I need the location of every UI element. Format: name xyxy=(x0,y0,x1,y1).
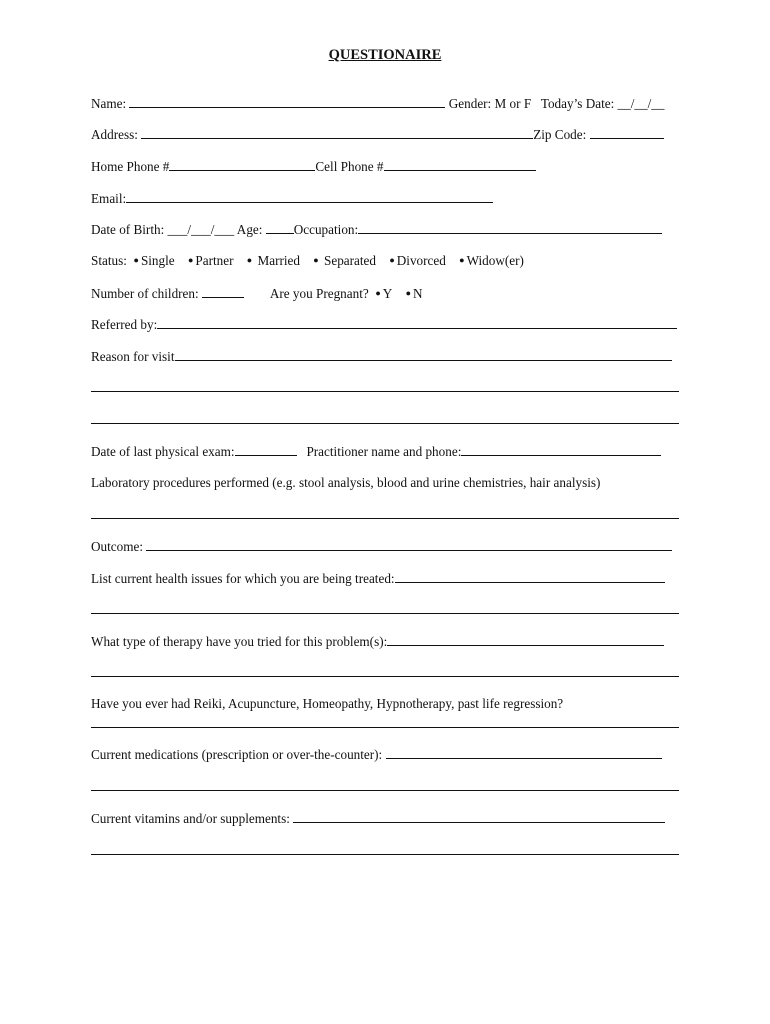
reiki-label: Have you ever had Reiki, Acupuncture, Homeopathy, Hypnotherapy, past life regression? xyxy=(91,696,564,711)
health-issues-label: List current health issues for which you are being treated: xyxy=(91,571,395,586)
reiki-answer-line[interactable] xyxy=(91,727,679,728)
home-phone-field[interactable] xyxy=(169,159,315,171)
pregnant-option-label: Y xyxy=(382,286,393,301)
cell-phone-label: Cell Phone # xyxy=(315,159,384,174)
vitamins-extra-line[interactable] xyxy=(91,854,679,855)
medications-row xyxy=(91,747,681,761)
health-issues-field[interactable] xyxy=(395,571,665,583)
medications-extra-line[interactable] xyxy=(91,790,679,791)
therapy-row xyxy=(91,634,681,648)
lab-label: Laboratory procedures performed (e.g. stool analysis, blood and urine chemistries, hair analysis) xyxy=(91,475,601,490)
status-option-married[interactable] xyxy=(247,253,300,268)
pregnant-option-label: N xyxy=(413,286,423,301)
page-title: QUESTIONAIRE xyxy=(328,47,442,63)
bullet-icon: ● xyxy=(187,255,194,265)
bullet-icon: ● xyxy=(246,255,253,265)
therapy-label: What type of therapy have you tried for this problem(s): xyxy=(91,634,388,649)
health-issues-extra-line[interactable] xyxy=(91,613,679,614)
address-row xyxy=(91,127,681,141)
lab-row xyxy=(91,476,681,489)
bullet-icon: ● xyxy=(405,288,412,298)
status-option-label: Partner xyxy=(195,253,234,268)
pregnant-option-no[interactable] xyxy=(406,286,423,301)
bullet-icon: ● xyxy=(375,288,381,298)
reiki-row xyxy=(91,697,681,710)
status-option-widow[interactable] xyxy=(459,253,524,268)
therapy-extra-line[interactable] xyxy=(91,676,679,677)
bullet-icon: ● xyxy=(459,255,465,265)
last-exam-row xyxy=(91,444,681,458)
pregnant-option-yes[interactable] xyxy=(375,286,392,301)
email-field[interactable] xyxy=(126,191,493,203)
age-field[interactable] xyxy=(266,222,294,234)
email-row xyxy=(91,191,681,205)
practitioner-label: Practitioner name and phone: xyxy=(306,444,462,459)
home-phone-label: Home Phone # xyxy=(91,159,170,174)
reason-row xyxy=(91,349,681,363)
medications-field[interactable] xyxy=(386,747,662,759)
status-option-partner[interactable] xyxy=(188,253,234,268)
pregnant-label: Are you Pregnant? xyxy=(269,286,369,301)
occupation-field[interactable] xyxy=(358,222,662,234)
children-field[interactable] xyxy=(202,286,244,298)
practitioner-field[interactable] xyxy=(461,444,661,456)
status-option-single[interactable] xyxy=(134,253,175,268)
todays-date-label: Today’s Date: xyxy=(540,96,615,111)
therapy-field[interactable] xyxy=(387,634,664,646)
last-exam-label: Date of last physical exam: xyxy=(91,444,235,459)
health-issues-row xyxy=(91,571,681,585)
name-field[interactable] xyxy=(129,96,445,108)
reason-label: Reason for visit xyxy=(91,349,175,364)
gender-label: Gender: M or F xyxy=(448,96,532,111)
name-label: Name: xyxy=(91,96,127,111)
status-option-label: Married xyxy=(257,253,300,268)
phone-row xyxy=(91,159,681,173)
medications-label: Current medications (prescription or over-the-counter): xyxy=(91,747,383,762)
reason-field[interactable] xyxy=(175,349,672,361)
age-label: Age: xyxy=(236,222,263,237)
name-row xyxy=(91,96,681,110)
status-option-separated[interactable] xyxy=(313,253,376,268)
reason-extra-line[interactable] xyxy=(91,391,679,392)
lab-answer-line[interactable] xyxy=(91,518,679,519)
last-exam-field[interactable] xyxy=(235,444,297,456)
status-option-label: Divorced xyxy=(396,253,446,268)
vitamins-label: Current vitamins and/or supplements: xyxy=(91,811,290,826)
address-field[interactable] xyxy=(141,127,533,139)
children-row xyxy=(91,286,681,300)
status-label: Status: xyxy=(91,253,127,268)
referred-label: Referred by: xyxy=(91,317,158,332)
vitamins-row xyxy=(91,811,681,825)
bullet-icon: ● xyxy=(133,255,139,265)
cell-phone-field[interactable] xyxy=(384,159,536,171)
status-option-label: Widow(er) xyxy=(466,253,524,268)
dob-field[interactable]: ___/___/___ xyxy=(167,222,235,237)
status-row xyxy=(91,254,681,267)
outcome-row xyxy=(91,539,681,553)
bullet-icon: ● xyxy=(313,255,319,265)
bullet-icon: ● xyxy=(389,255,395,265)
outcome-label: Outcome: xyxy=(91,539,144,554)
address-label: Address: xyxy=(91,127,138,142)
vitamins-field[interactable] xyxy=(293,811,665,823)
email-label: Email: xyxy=(91,191,127,206)
dob-row xyxy=(91,222,681,236)
zip-label: Zip Code: xyxy=(533,127,587,142)
occupation-label: Occupation: xyxy=(293,222,359,237)
referred-field[interactable] xyxy=(157,317,677,329)
status-option-label: Separated xyxy=(324,253,377,268)
todays-date-field[interactable]: __/__/__ xyxy=(617,96,665,111)
dob-label: Date of Birth: xyxy=(91,222,165,237)
status-option-divorced[interactable] xyxy=(389,253,446,268)
status-option-label: Single xyxy=(140,253,175,268)
referred-row xyxy=(91,317,681,331)
zip-field[interactable] xyxy=(590,127,664,139)
children-label: Number of children: xyxy=(91,286,199,301)
reason-extra-line[interactable] xyxy=(91,423,679,424)
outcome-field[interactable] xyxy=(146,539,672,551)
